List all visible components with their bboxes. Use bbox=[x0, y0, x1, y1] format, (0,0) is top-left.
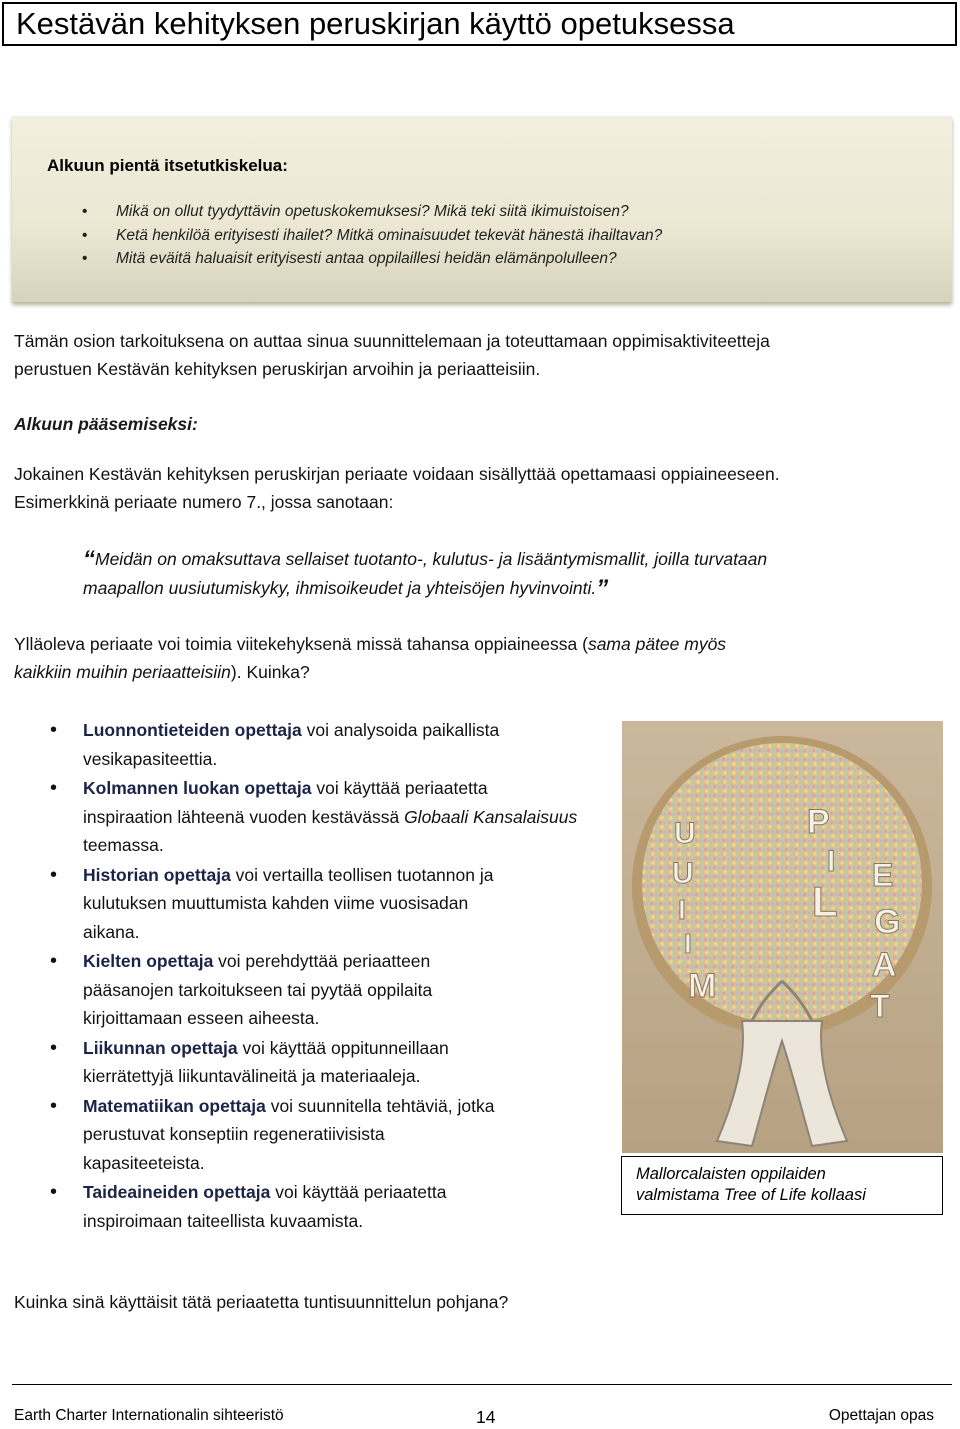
photo-caption: Mallorcalaisten oppilaiden valmistama Tree of Life kollaasi bbox=[621, 1156, 943, 1215]
list-item: • Taideaineiden opettaja voi käyttää periaatetta inspiroimaan taiteellista kuvaamista. bbox=[50, 1178, 600, 1235]
reflection-item: • Mitä eväitä haluaisit erityisesti antaa oppilaillesi heidän elämänpolulleen? bbox=[82, 247, 662, 271]
start-paragraph: Jokainen Kestävän kehityksen peruskirjan periaate voidaan sisällyttää opettamaasi oppiaineeseen. Esimerkkinä periaate numero 7., jossa sanotaan: bbox=[14, 464, 780, 512]
list-item: • Kielten opettaja voi perehdyttää periaatteen pääsanojen tarkoitukseen tai pyytää oppilaita kirjoittamaan esseen aiheesta. bbox=[50, 947, 600, 1033]
collage-letter: P bbox=[807, 803, 830, 841]
reflection-item: • Mikä on ollut tyydyttävin opetuskokemuksesi? Mikä teki siitä ikimuistoisen? bbox=[82, 200, 662, 224]
collage-letter: T bbox=[870, 988, 890, 1024]
list-item: • Historian opettaja voi vertailla teollisen tuotannon ja kulutuksen muuttumista kahden viime vuosisadan aikana. bbox=[50, 861, 600, 947]
principle-quote: “Meidän on omaksuttava sellaiset tuotanto-, kulutus- ja lisääntymismallit, joilla turvataan maapallon uusiutumiskyky, ihmisoikeudet ja yhteisöjen hyvinvointi.” bbox=[83, 546, 768, 602]
reflection-list bbox=[82, 200, 662, 271]
collage-letter: M bbox=[688, 967, 717, 1005]
reflection-item: • Ketä henkilöä erityisesti ihailet? Mitkä ominaisuudet tekevät hänestä ihailtavan? bbox=[82, 224, 662, 248]
teacher-examples-list bbox=[50, 716, 600, 1236]
footer-divider bbox=[12, 1384, 952, 1385]
tree-of-life-photo bbox=[622, 721, 943, 1153]
reflection-heading: Alkuun pientä itsetutkiskelua: bbox=[47, 156, 288, 175]
page-number: 14 bbox=[476, 1407, 496, 1427]
footer-guide-name: Opettajan opas bbox=[828, 1407, 934, 1424]
list-item: • Liikunnan opettaja voi käyttää oppitunneillaan kierrätettyjä liikuntavälineitä ja materiaaleja. bbox=[50, 1034, 600, 1091]
start-heading: Alkuun pääsemiseksi: bbox=[14, 414, 198, 434]
collage-letter: I bbox=[678, 894, 686, 925]
intro-paragraph: Tämän osion tarkoituksena on auttaa sinua suunnittelemaan ja toteuttamaan oppimisaktiviteetteja perustuen Kestävän kehityksen peruskirjan arvoihin ja periaatteisiin. bbox=[14, 331, 770, 379]
collage-letter: U bbox=[672, 857, 694, 890]
close-quote-mark: ” bbox=[596, 575, 609, 602]
collage-letter: G bbox=[874, 903, 901, 941]
closing-question: Kuinka sinä käyttäisit tätä periaatetta tuntisuunnittelun pohjana? bbox=[14, 1292, 509, 1312]
collage-letter: U bbox=[674, 817, 696, 850]
open-quote-mark: “ bbox=[83, 546, 95, 573]
list-item: • Matematiikan opettaja voi suunnitella tehtäviä, jotka perustuvat konseptiin regeneratiivisista kapasiteeteista. bbox=[50, 1092, 600, 1178]
tree-collage-image bbox=[622, 721, 943, 1153]
collage-letter: I bbox=[827, 845, 836, 878]
page-title: Kestävän kehityksen peruskirjan käyttö opetuksessa bbox=[2, 2, 957, 46]
collage-letter: E bbox=[872, 857, 894, 893]
framework-paragraph: Ylläoleva periaate voi toimia viitekehyksenä missä tahansa oppiaineessa (sama pätee myös kaikkiin muihin periaatteisiin). Kuinka? bbox=[14, 634, 727, 682]
list-item: • Kolmannen luokan opettaja voi käyttää periaatetta inspiraation lähteenä vuoden kestävässä Globaali Kansalaisuus teemassa. bbox=[50, 774, 600, 860]
collage-letter: L bbox=[812, 878, 838, 925]
reflection-box bbox=[12, 116, 952, 302]
collage-letter: A bbox=[872, 946, 897, 984]
collage-letter: I bbox=[684, 928, 692, 959]
list-item: • Luonnontieteiden opettaja voi analysoida paikallista vesikapasiteettia. bbox=[50, 716, 600, 773]
footer-organization: Earth Charter Internationalin sihteeristö bbox=[14, 1407, 284, 1424]
